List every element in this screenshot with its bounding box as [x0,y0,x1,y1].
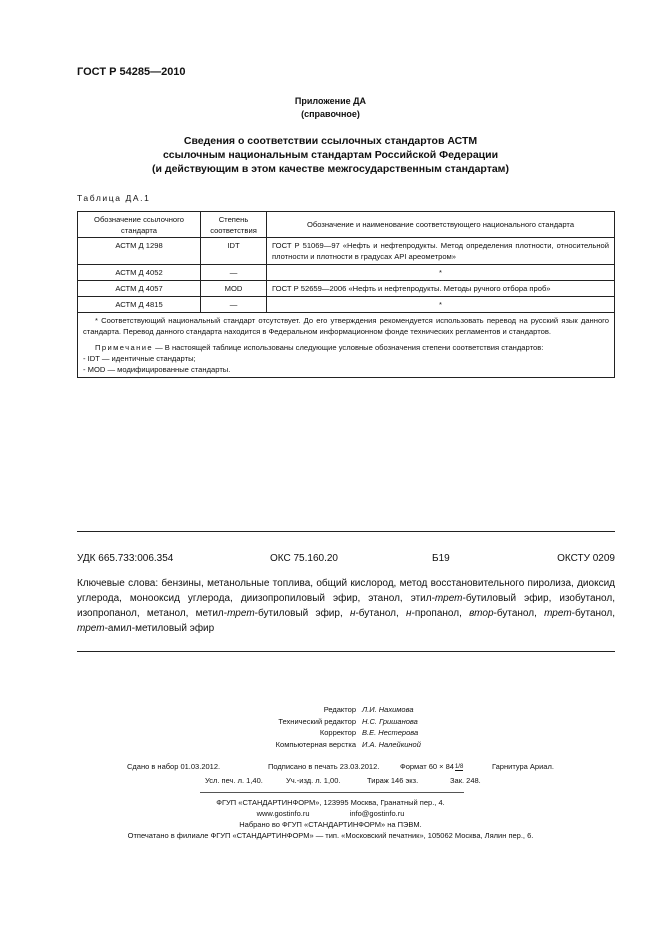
publisher-divider [200,792,464,793]
group-code: Б19 [432,553,450,564]
format-fraction: 1/8 [454,764,464,770]
national-standard-cell: * [267,297,615,313]
ref-standard-cell: АСТМ Д 1298 [78,238,201,265]
corrector-label: Корректор [319,728,356,737]
header-national-standard: Обозначение и наименование соответствующего национального стандарта [267,212,615,238]
table-row [78,297,615,313]
table-footnote: * Соответствующий национальный стандарт отсутствует. До его утверждения рекомендуется использовать перевод на русский язык данного стандарта. Перевод данного стандарта находится в Федеральном информационном фонде технических регламентов и стандартов. [83,316,609,336]
imprint-block [0,704,661,786]
section-title [0,134,661,176]
print-run: Тираж 146 экз. [367,775,419,785]
table-label: Таблица ДА.1 [77,193,151,203]
okstu-code: ОКСТУ 0209 [557,553,615,564]
note-item-idt: - IDT — идентичные стандарты; [83,354,196,363]
layout-name: И.А. Налейкиной [362,739,421,749]
signed-date: Подписано в печать 23.03.2012. [268,762,380,771]
paper-format: Формат 60 × 841/8 [400,762,464,771]
table-row [78,265,615,281]
udk-code: УДК 665.733:006.354 [77,553,174,564]
publisher-site[interactable]: www.gostinfo.ru [256,809,310,818]
ref-standard-cell: АСТМ Д 4052 [78,265,201,281]
annex-title: Приложение ДА [294,96,367,106]
degree-cell: — [201,297,267,313]
table-footnote-row [78,313,615,378]
section-title-line-1: Сведения о соответствии ссылочных стандартов АСТМ [183,135,478,147]
layout-label: Компьютерная верстка [275,739,356,749]
tech-editor-line [0,716,661,728]
degree-cell: IDT [201,238,267,265]
degree-cell: — [201,265,267,281]
editor-name: Л.И. Нахимова [362,705,414,714]
divider-top [77,531,615,532]
national-standard-cell: ГОСТ Р 51069—97 «Нефть и нефтепродукты. Метод определения плотности, относительной плотности и плотности в градусах API ареометром» [267,238,615,265]
corrector-line [0,727,661,739]
tech-editor-label: Технический редактор [278,716,356,726]
order-number: Зак. 248. [450,775,481,785]
print-dates-line [0,761,661,773]
editor-label: Редактор [323,705,356,714]
section-title-line-2: ссылочным национальным стандартам Российской Федерации [162,149,499,161]
keywords-label: Ключевые слова: [77,578,159,589]
header-degree: Степень соответствия [201,212,267,238]
annex-type: (справочное) [301,109,360,119]
table-header-row [78,212,615,238]
correspondence-table [77,211,615,378]
oks-code: ОКС 75.160.20 [270,553,338,564]
print-sheets: Усл. печ. л. 1,40. [205,775,263,785]
ref-standard-cell: АСТМ Д 4057 [78,281,201,297]
typeface: Гарнитура Ариал. [492,762,554,771]
ref-standard-cell: АСТМ Д 4815 [78,297,201,313]
publisher-contacts [0,808,661,819]
annex-heading [0,95,661,121]
publisher-line-3: Набрано во ФГУП «СТАНДАРТИНФОРМ» на ПЭВМ. [239,820,422,829]
header-ref-standard: Обозначение ссылочного стандарта [78,212,201,238]
national-standard-cell: ГОСТ Р 52659—2006 «Нефть и нефтепродукты. Методы ручного отбора проб» [267,281,615,297]
print-stats-line [0,775,661,787]
publisher-line-4: Отпечатано в филиале ФГУП «СТАНДАРТИНФОРМ» — тип. «Московский печатник», 105062 Москва, Лялин пер., 6. [127,831,534,840]
degree-cell: MOD [201,281,267,297]
note-text: — В настоящей таблице использованы следующие условные обозначения степени соответствия стандартов: [152,343,544,352]
national-standard-cell: * [267,265,615,281]
table-footnote-cell [78,313,615,378]
note-item-mod: - MOD — модифицированные стандарты. [83,365,231,374]
table-note [83,342,609,353]
table-row [78,281,615,297]
corrector-name: В.Е. Нестерова [362,728,419,737]
publisher-block [0,797,661,841]
tech-editor-name: Н.С. Гришанова [362,716,418,726]
publisher-line-1: ФГУП «СТАНДАРТИНФОРМ», 123995 Москва, Гранатный пер., 4. [216,798,445,807]
document-code: ГОСТ Р 54285—2010 [77,66,186,78]
publisher-email[interactable]: info@gostinfo.ru [349,809,405,818]
section-title-line-3: (и действующим в этом качестве межгосударственным стандартам) [152,163,509,175]
pub-sheets: Уч.-изд. л. 1,00. [286,775,341,785]
divider-bottom [77,651,615,652]
table-row [78,238,615,265]
keywords-text: бензины, метанольные топлива, общий кислород, метод восстановительного пиролиза, диоксид углерода, монооксид углерода, диизопропиловый эфир, этанол, этил-трет-бутиловый эфир, изобутанол, изопропанол, метанол, метил-трет-бутиловый эфир, н-бутанол, н-пропанол, втор-бутанол, трет-бутанол, трет-амил-метиловый эфир [77,578,616,634]
keywords-paragraph [77,576,615,636]
sent-date: Сдано в набор 01.03.2012. [127,762,221,771]
layout-line [0,739,661,751]
editor-line [0,704,661,716]
note-label: Примечание [95,343,153,352]
